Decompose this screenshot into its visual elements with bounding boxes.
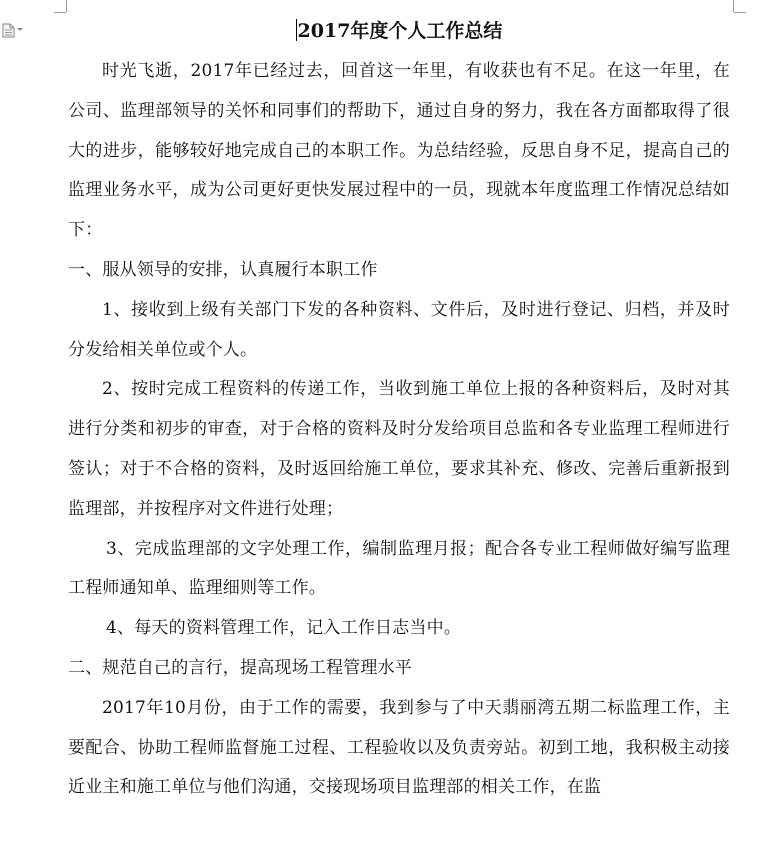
document-page[interactable] xyxy=(68,14,730,808)
paste-options-icon[interactable] xyxy=(2,22,24,38)
list-item-4: 4、每天的资料管理工作，记入工作日志当中。 xyxy=(106,618,462,639)
crop-mark-top-left-h xyxy=(54,12,66,13)
list-item-3: 3、完成监理部的文字处理工作，编制监理月报；配合各专业工程师做好编写监理工程师通知单、监理细则等工作。 xyxy=(68,538,730,599)
intro-paragraph: 时光飞逝，2017年已经过去，回首这一年里，有收获也有不足。在这一年里，在公司、监理部领导的关怀和同事们的帮助下，通过自身的努力，我在各方面都取得了很大的进步，能够较好地完成自己的本职工作。为总结经验，反思自身不足，提高自己的监理业务水平，成为公司更好更快发展过程中的一员，现就本年度监理工作情况总结如下： xyxy=(68,61,730,241)
section-heading-1: 一、服从领导的安排，认真履行本职工作 xyxy=(68,259,378,280)
list-item-1: 1、接收到上级有关部门下发的各种资料、文件后，及时进行登记、归档，并及时分发给相关单位或个人。 xyxy=(68,299,730,360)
text-cursor xyxy=(296,19,297,41)
dropdown-caret-icon xyxy=(17,28,23,32)
crop-mark-top-left-v xyxy=(66,0,67,12)
body-paragraph: 2017年10月份，由于工作的需要，我到参与了中天翡丽湾五期二标监理工作，主要配合、协助工程师监督施工过程、工程验收以及负责旁站。初到工地，我积极主动接近业主和施工单位与他们沟通，交接现场项目监理部的相关工作，在监 xyxy=(68,697,730,798)
crop-mark-top-right-h xyxy=(734,12,746,13)
list-item-2: 2、按时完成工程资料的传递工作，当收到施工单位上报的各种资料后，及时对其进行分类和初步的审查，对于合格的资料及时分发给项目总监和各专业监理工程师进行签认；对于不合格的资料，及时返回给施工单位，要求其补充、修改、完善后重新报到监理部，并按程序对文件进行处理； xyxy=(68,379,730,519)
crop-mark-top-right-v xyxy=(733,0,734,12)
section-heading-2: 二、规范自己的言行，提高现场工程管理水平 xyxy=(68,657,412,678)
document-title: 2017年度个人工作总结 xyxy=(297,20,503,42)
document-title-line[interactable] xyxy=(68,14,730,48)
document-icon xyxy=(2,23,15,38)
